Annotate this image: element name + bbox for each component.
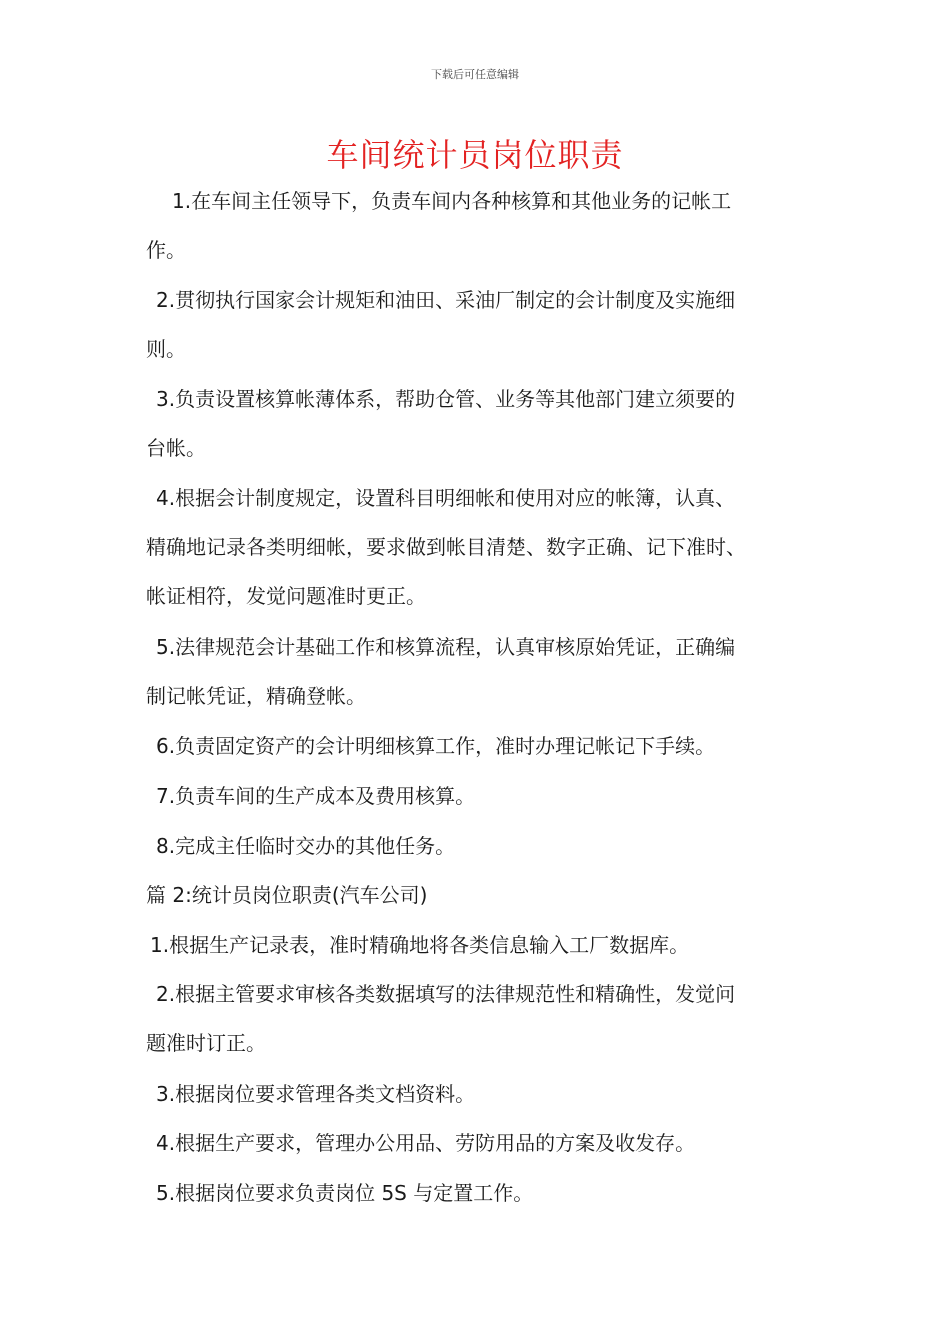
paragraph-line: 4.根据会计制度规定，设置科目明细帐和使用对应的帐簿，认真、	[156, 486, 736, 510]
paragraph-line: 8.完成主任临时交办的其他任务。	[156, 834, 456, 858]
paragraph	[146, 623, 826, 721]
paragraph-line: 3.根据岗位要求管理各类文档资料。	[156, 1082, 476, 1106]
paragraph-line: 台帐。	[146, 436, 206, 460]
paragraph	[146, 921, 826, 970]
paragraph-line: 2.贯彻执行国家会计规矩和油田、采油厂制定的会计制度及实施细	[156, 288, 736, 312]
header-note: 下载后可任意编辑	[431, 68, 519, 81]
section-heading	[146, 871, 826, 920]
paragraph-line: 帐证相符，发觉问题准时更正。	[146, 584, 426, 608]
paragraph-line: 篇 2:统计员岗位职责(汽车公司)	[146, 883, 428, 907]
paragraph-line: 4.根据生产要求，管理办公用品、劳防用品的方案及收发存。	[156, 1131, 696, 1155]
paragraph-line: 1.在车间主任领导下，负责车间内各种核算和其他业务的记帐工	[172, 189, 732, 213]
paragraph	[146, 177, 826, 275]
paragraph	[146, 276, 826, 374]
paragraph-line: 6.负责固定资产的会计明细核算工作，准时办理记帐记下手续。	[156, 734, 716, 758]
paragraph	[146, 772, 826, 821]
paragraph	[146, 822, 826, 871]
paragraph	[146, 474, 826, 621]
paragraph-line: 7.负责车间的生产成本及费用核算。	[156, 784, 476, 808]
paragraph-line: 制记帐凭证，精确登帐。	[146, 684, 366, 708]
paragraph	[146, 1169, 826, 1218]
paragraph-line: 5.根据岗位要求负责岗位 5S 与定置工作。	[156, 1181, 534, 1205]
paragraph-line: 5.法律规范会计基础工作和核算流程，认真审核原始凭证，正确编	[156, 635, 736, 659]
paragraph	[146, 375, 826, 473]
paragraph-line: 作。	[146, 238, 186, 262]
paragraph-line: 1.根据生产记录表，准时精确地将各类信息输入工厂数据库。	[150, 933, 690, 957]
paragraph	[146, 970, 826, 1068]
paragraph	[146, 1070, 826, 1119]
paragraph	[146, 722, 826, 771]
paragraph-line: 精确地记录各类明细帐，要求做到帐目清楚、数字正确、记下准时、	[146, 535, 746, 559]
paragraph-line: 则。	[146, 337, 186, 361]
document-title: 车间统计员岗位职责	[326, 136, 624, 174]
paragraph-line: 2.根据主管要求审核各类数据填写的法律规范性和精确性，发觉问	[156, 982, 736, 1006]
paragraph-line: 题准时订正。	[146, 1031, 266, 1055]
paragraph	[146, 1119, 826, 1168]
paragraph-line: 3.负责设置核算帐薄体系，帮助仓管、业务等其他部门建立须要的	[156, 387, 736, 411]
